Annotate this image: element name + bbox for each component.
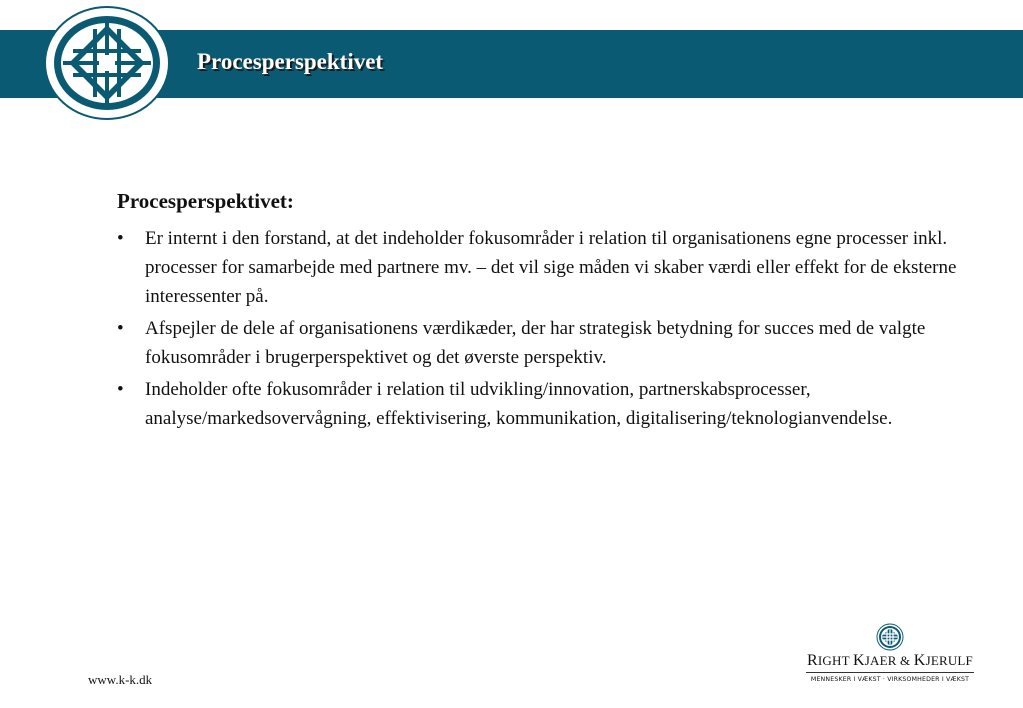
bullet-symbol: • <box>117 379 124 400</box>
list-item <box>117 375 977 433</box>
globe-logo-icon <box>43 5 171 121</box>
footer-url: www.k-k.dk <box>88 672 153 687</box>
globe-logo-icon <box>876 623 904 651</box>
content-area <box>117 188 977 436</box>
footer-divider <box>806 672 974 673</box>
bullet-symbol: • <box>117 318 124 339</box>
brand-name-text: RIGHT KJAER & KJERULF <box>807 652 973 669</box>
section-heading: Procesperspektivet: <box>117 189 294 213</box>
bullet-list <box>117 224 977 433</box>
list-item <box>117 224 977 311</box>
list-item-text: Afspejler de dele af organisationens værdikæder, der har strategisk betydning for succes med de valgte fokusområder i brugerperspektivet og det øverste perspektiv. <box>145 318 926 368</box>
bullet-symbol: • <box>117 228 124 249</box>
list-item-text: Er internt i den forstand, at det indeholder fokusområder i relation til organisationens egne processer inkl. processer for samarbejde med partnere mv. – det vil sige måden vi skaber værdi eller effekt for de eksterne interessenter på. <box>145 228 957 307</box>
brand-name <box>806 653 974 669</box>
brand-tagline: MENNESKER I VÆKST · VIRKSOMHEDER I VÆKST <box>810 676 970 683</box>
list-item <box>117 314 977 372</box>
page-title: Procesperspektivet <box>197 49 384 74</box>
list-item-text: Indeholder ofte fokusområder i relation til udvikling/innovation, partnerskabsprocesser, analyse/markedsovervågning, effektivisering, kommunikation, digitalisering/teknologianvendelse. <box>145 379 893 429</box>
